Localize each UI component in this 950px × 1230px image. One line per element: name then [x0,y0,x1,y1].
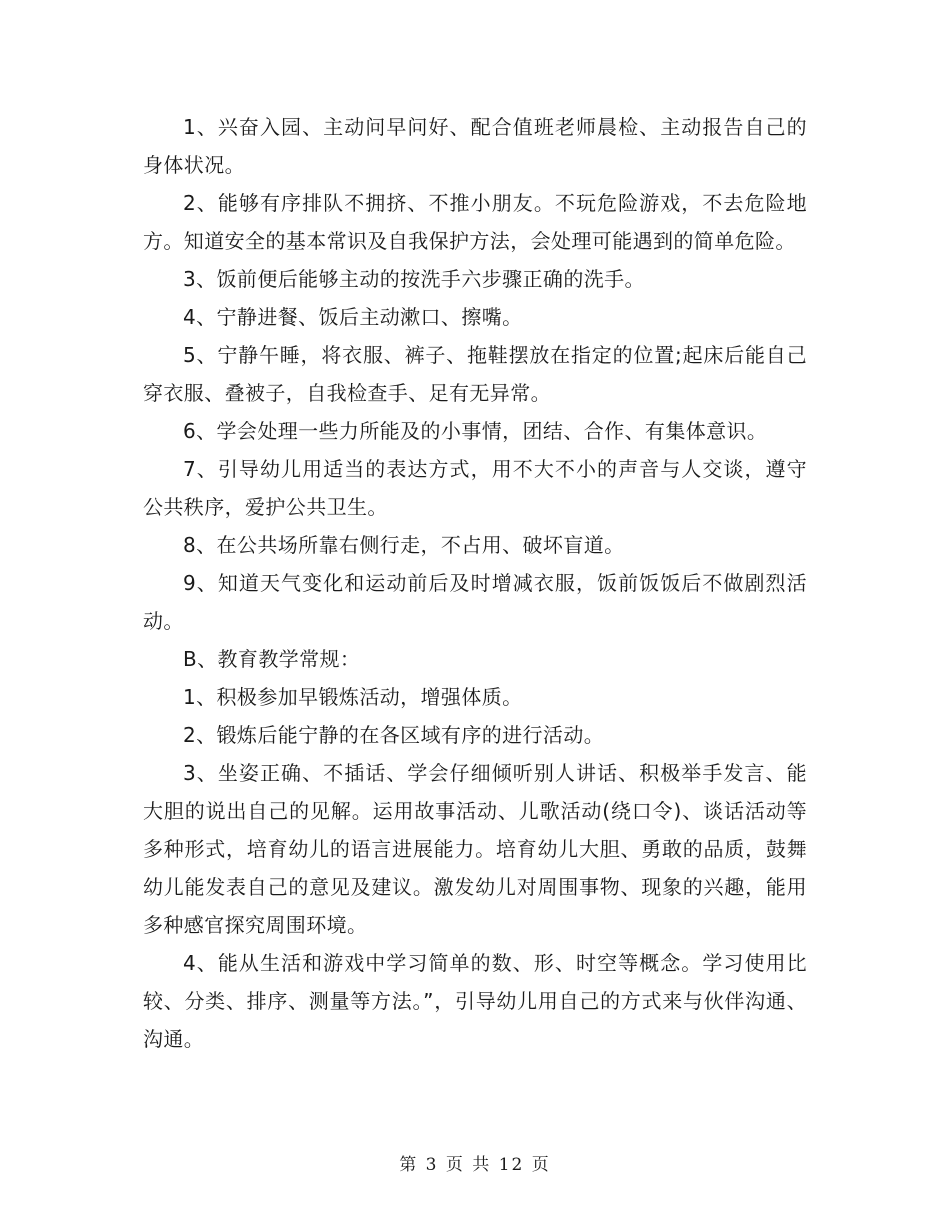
paragraph-b2: 2、锻炼后能宁静的在各区域有序的进行活动。 [183,723,605,747]
paragraph-9: 9、知道天气变化和运动前后及时增减衣服，饭前饭饭后不做剧烈活动。 [143,571,807,633]
paragraph-8: 8、在公共场所靠右侧行走，不占用、破坏盲道。 [183,533,625,557]
paragraph-3: 3、饭前便后能够主动的按洗手六步骤正确的洗手。 [183,267,645,291]
paragraph-b4: 4、能从生活和游戏中学习简单的数、形、时空等概念。学习使用比较、分类、排序、测量等方法。”，引导幼儿用自己的方式来与伙伴沟通、沟通。 [143,951,807,1051]
paragraph-b1: 1、积极参加早锻炼活动，增强体质。 [183,685,523,709]
paragraph-2: 2、能够有序排队不拥挤、不推小朋友。不玩危险游戏，不去危险地方。知道安全的基本常识及自我保护方法，会处理可能遇到的简单危险。 [143,191,807,253]
document-body [143,108,807,1058]
paragraph-1: 1、兴奋入园、主动问早问好、配合值班老师晨检、主动报告自己的身体状况。 [143,115,807,177]
paragraph-7: 7、引导幼儿用适当的表达方式，用不大不小的声音与人交谈，遵守公共秩序，爱护公共卫生。 [143,457,807,519]
paragraph-5: 5、宁静午睡，将衣服、裤子、拖鞋摆放在指定的位置;起床后能自己穿衣服、叠被子，自我检查手、足有无异常。 [143,343,807,405]
page-number-footer: 第 3 页 共 12 页 [399,1155,551,1175]
paragraph-b3: 3、坐姿正确、不插话、学会仔细倾听别人讲话、积极举手发言、能大胆的说出自己的见解。运用故事活动、儿歌活动(绕口令)、谈话活动等多种形式，培育幼儿的语言进展能力。培育幼儿大胆、勇敢的品质，鼓舞幼儿能发表自己的意见及建议。激发幼儿对周围事物、现象的兴趣，能用多种感官探究周围环境。 [143,761,807,937]
paragraph-6: 6、学会处理一些力所能及的小事情，团结、合作、有集体意识。 [183,419,768,443]
paragraph-4: 4、宁静进餐、饭后主动漱口、擦嘴。 [183,305,523,329]
section-heading: B、教育教学常规： [183,647,361,671]
